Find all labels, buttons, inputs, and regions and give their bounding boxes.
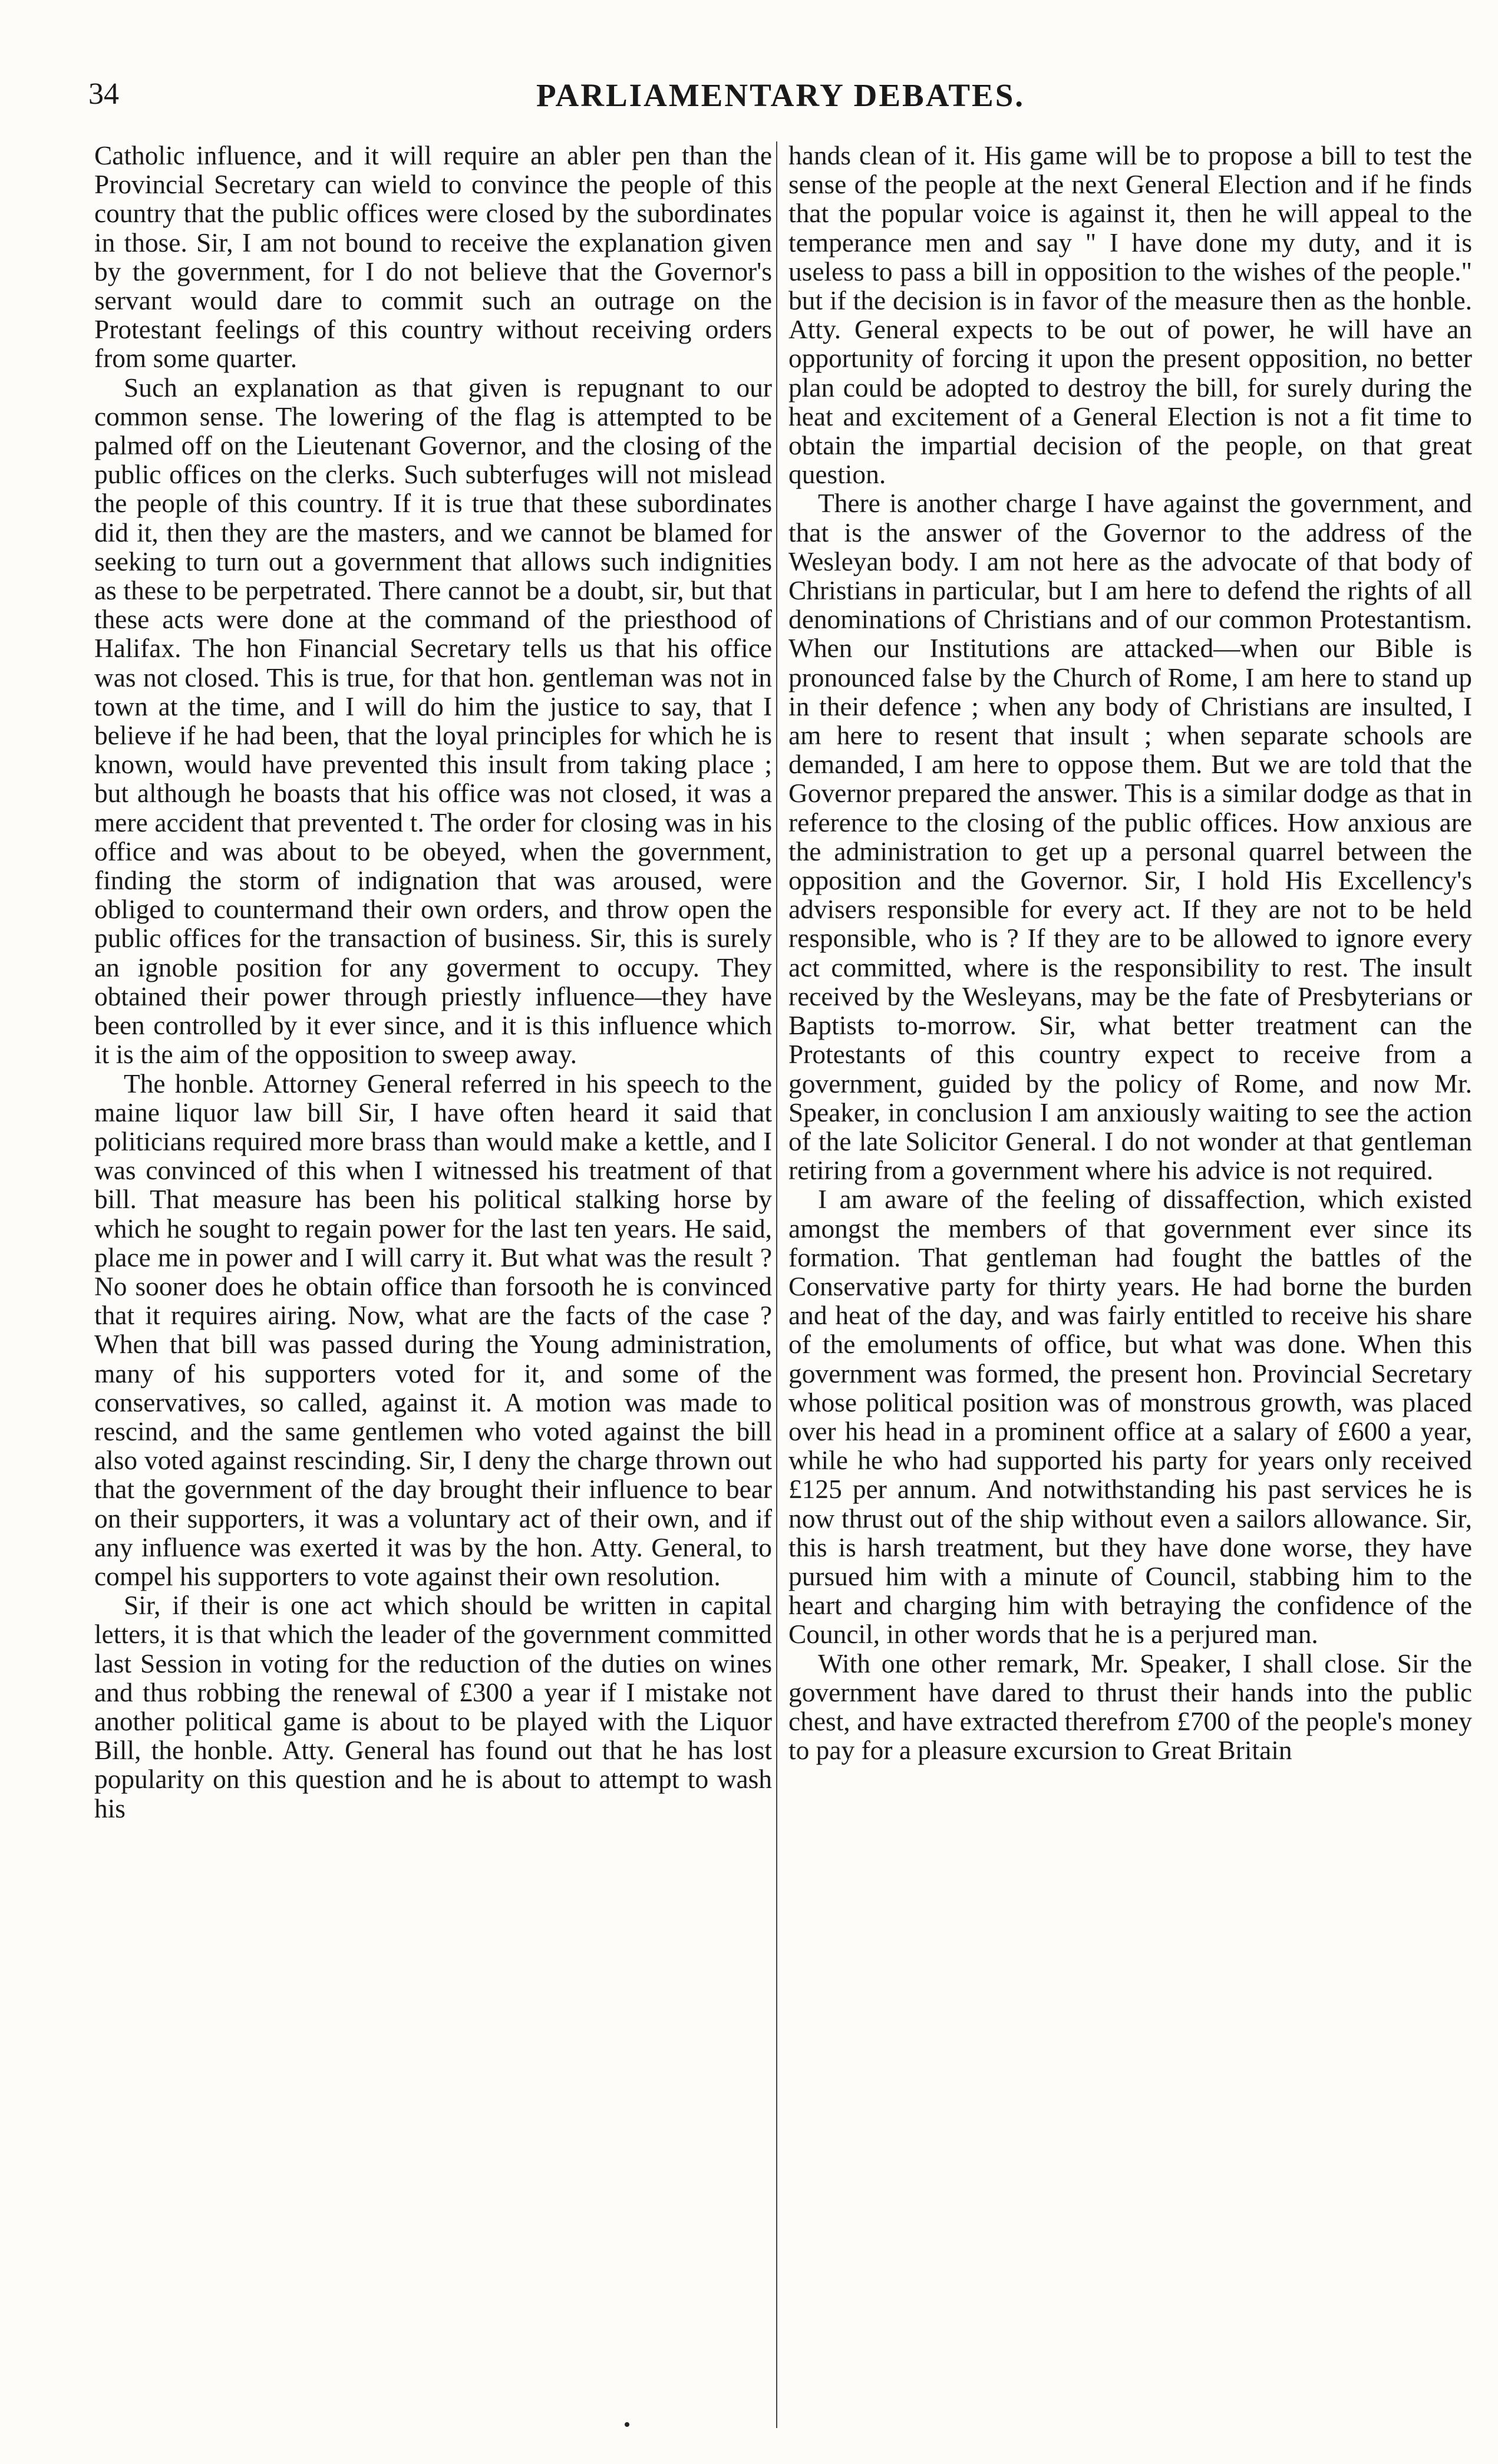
paragraph: I am aware of the feeling of dissaffection, which existed amongst the members of that government ever since its formation. That gentleman had fought the battles of the Conservative party for thirty years. He had borne the burden and heat of the day, and was fairly entitled to receive his share of the emoluments of office, but what was done. When this government was formed, the present hon. Provincial Secretary whose political position was of monstrous growth, was placed over his head in a prominent office at a salary of £600 a year, while he who had supported his party for years only received £125 per annum. And notwithstanding his past services he is now thrust out of the ship without even a sailors allowance. Sir, this is harsh treatment, but they have done worse, they have pursued him with a minute of Council, stabbing him to the heart and charging him with betraying the confidence of the Council, in other words that he is a perjured man.	[788, 1185, 1472, 1650]
paragraph: There is another charge I have against the government, and that is the answer of the Governor to the address of the Wesleyan body. I am not here as the advocate of that body of Christians in particular, but I am here to defend the rights of all denominations of Christians and of our common Protestantism. When our Institutions are attacked—when our Bible is pronounced false by the Church of Rome, I am here to stand up in their defence ; when any body of Christians are insulted, I am here to resent that insult ; when separate schools are demanded, I am here to oppose them. But we are told that the Governor prepared the answer. This is a similar dodge as that in reference to the closing of the public offices. How anxious are the administration to get up a personal quarrel between the opposition and the Governor. Sir, I hold His Excellency's advisers responsible for every act. If they are not to be held responsible, who is ? If they are to be allowed to ignore every act committed, where is the responsibility to rest. The insult received by the Wesleyans, may be the fate of Presbyterians or Baptists to-morrow. Sir, what better treatment can the Protestants of this country expect to receive from a government, guided by the policy of Rome, and now Mr. Speaker, in conclusion I am anxiously waiting to see the action of the late Solicitor General. I do not wonder at that gentleman retiring from a government where his advice is not required.	[788, 489, 1472, 1186]
paragraph: The honble. Attorney General referred in his speech to the maine liquor law bill Sir, I have often heard it said that politicians required more brass than would make a kettle, and I was convinced of this when I witnessed his treatment of that bill. That measure has been his political stalking horse by which he sought to regain power for the last ten years. He said, place me in power and I will carry it. But what was the result ? No sooner does he obtain office than forsooth he is convinced that it requires airing. Now, what are the facts of the case ? When that bill was passed during the Young administration, many of his supporters voted for it, and some of the conservatives, so called, against it. A motion was made to rescind, and the same gentlemen who voted against the bill also voted against rescinding. Sir, I deny the charge thrown out that the government of the day brought their influence to bear on their supporters, it was a voluntary act of their own, and if any influence was exerted it was by the hon. Atty. General, to compel his supporters to vote against their own resolution.	[94, 1068, 772, 1591]
running-title: PARLIAMENTARY DEBATES.	[536, 77, 1025, 113]
paragraph: Catholic influence, and it will require an abler pen than the Provincial Secretary can wield to convince the people of this country that the public offices were closed by the subordinates in those. Sir, I am not bound to receive the explanation given by the government, for I do not believe that the Governor's servant would dare to commit such an outrage on the Protestant feelings of this country without receiving orders from some quarter.	[94, 141, 772, 374]
right-column	[788, 141, 1472, 2440]
page-header	[88, 77, 1473, 124]
left-column	[94, 141, 772, 2440]
column-divider	[776, 141, 777, 2428]
printer-mark	[625, 2422, 629, 2427]
paragraph: hands clean of it. His game will be to propose a bill to test the sense of the people at the next General Election and if he finds that the popular voice is against it, then he will appeal to the temperance men and say " I have done my duty, and it is useless to pass a bill in opposition to the wishes of the people." but if the decision is in favor of the measure then as the honble. Atty. General expects to be out of power, he will have an opportunity of forcing it upon the present opposition, no better plan could be adopted to destroy the bill, for surely during the heat and excitement of a General Election is not a fit time to obtain the impartial decision of the people, on that great question.	[788, 141, 1472, 490]
paragraph: Sir, if their is one act which should be written in capital letters, it is that which the leader of the government committed last Session in voting for the reduction of the duties on wines and thus robbing the renewal of £300 a year if I mistake not another political game is about to be played with the Liquor Bill, the honble. Atty. General has found out that he has lost popularity on this question and he is about to attempt to wash his	[94, 1591, 772, 1823]
paragraph: With one other remark, Mr. Speaker, I shall close. Sir the government have dared to thrust their hands into the public chest, and have extracted therefrom £700 of the people's money to pay for a pleasure excursion to Great Britain	[788, 1648, 1472, 1766]
paragraph: Such an explanation as that given is repugnant to our common sense. The lowering of the flag is attempted to be palmed off on the Lieutenant Governor, and the closing of the public offices on the clerks. Such subterfuges will not mislead the people of this country. If it is true that these subordinates did it, then they are the masters, and we cannot be blamed for seeking to turn out a government that allows such indignities as these to be perpetrated. There cannot be a doubt, sir, but that these acts were done at the command of the priesthood of Halifax. The hon Financial Secretary tells us that his office was not closed. This is true, for that hon. gentleman was not in town at the time, and I will do him the justice to say, that I believe if he had been, that the loyal principles for which he is known, would have prevented this insult from taking place ; but although he boasts that his office was not closed, it was a mere accident that prevented t. The order for closing was in his office and was about to be obeyed, when the government, finding the storm of indignation that was aroused, were obliged to countermand their own orders, and throw open the public offices for the transaction of business. Sir, this is surely an ignoble position for any goverment to occupy. They obtained their power through priestly influence—they have been controlled by it ever since, and it is this influence which it is the aim of the opposition to sweep away.	[94, 372, 772, 1070]
page-number: 34	[88, 77, 119, 111]
